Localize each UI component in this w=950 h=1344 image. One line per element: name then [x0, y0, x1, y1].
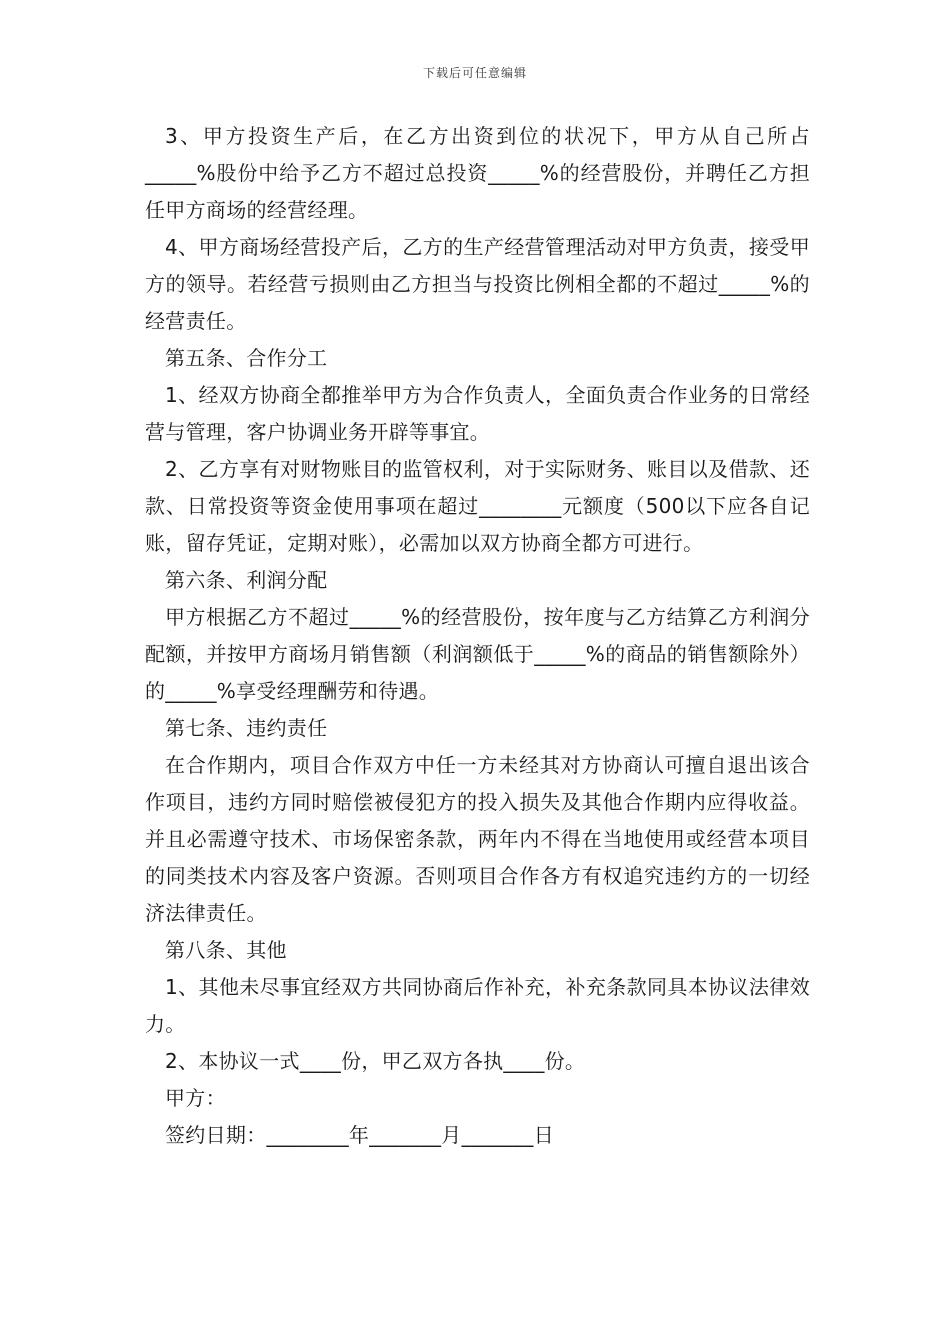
signing-date-line: 签约日期：________年_______月_______日: [165, 1123, 554, 1147]
article-6-heading: 第六条、利润分配: [165, 568, 328, 592]
article-8-heading: 第八条、其他: [165, 938, 287, 962]
clause-3-paragraph: 3、甲方投资生产后，在乙方出资到位的状况下，甲方从自己所占_____%股份中给予乙方不超过总投资_____%的经营股份，并聘任乙方担任甲方商场的经营经理。: [145, 124, 810, 222]
article-7-paragraph: 在合作期内，项目合作双方中任一方未经其对方协商认可擅自退出该合作项目，违约方同时赔偿被侵犯方的投入损失及其他合作期内应得收益。并且必需遵守技术、市场保密条款，两年内不得在当地使用或经营本项目的同类技术内容及客户资源。否则项目合作各方有权追究违约方的一切经济法律责任。: [145, 753, 810, 925]
page-header: 下载后可任意编辑: [422, 66, 527, 80]
article-8-item-1: 1、其他未尽事宜经双方共同协商后作补充，补充条款同具本协议法律效力。: [145, 975, 810, 1036]
article-6-paragraph: 甲方根据乙方不超过_____%的经营股份，按年度与乙方结算乙方利润分配额，并按甲方商场月销售额（利润额低于_____%的商品的销售额除外）的_____%享受经理酬劳和待遇。: [145, 605, 810, 703]
article-5-item-2: 2、乙方享有对财物账目的监管权利，对于实际财务、账目以及借款、还款、日常投资等资金使用事项在超过________元额度（500以下应各自记账，留存凭证，定期对账），必需加以双方协商全都方可进行。: [145, 457, 810, 555]
article-5-item-1: 1、经双方协商全都推举甲方为合作负责人，全面负责合作业务的日常经营与管理，客户协调业务开辟等事宜。: [145, 383, 810, 444]
clause-4-paragraph: 4、甲方商场经营投产后，乙方的生产经营管理活动对甲方负责，接受甲方的领导。若经营亏损则由乙方担当与投资比例相全都的不超过_____%的经营责任。: [145, 235, 810, 333]
article-8-item-2: 2、本协议一式____份，甲乙双方各执____份。: [165, 1049, 586, 1073]
party-a-signature-line: 甲方：: [165, 1086, 226, 1110]
article-5-heading: 第五条、合作分工: [165, 346, 328, 370]
article-7-heading: 第七条、违约责任: [165, 716, 328, 740]
document-body: [145, 118, 810, 1154]
